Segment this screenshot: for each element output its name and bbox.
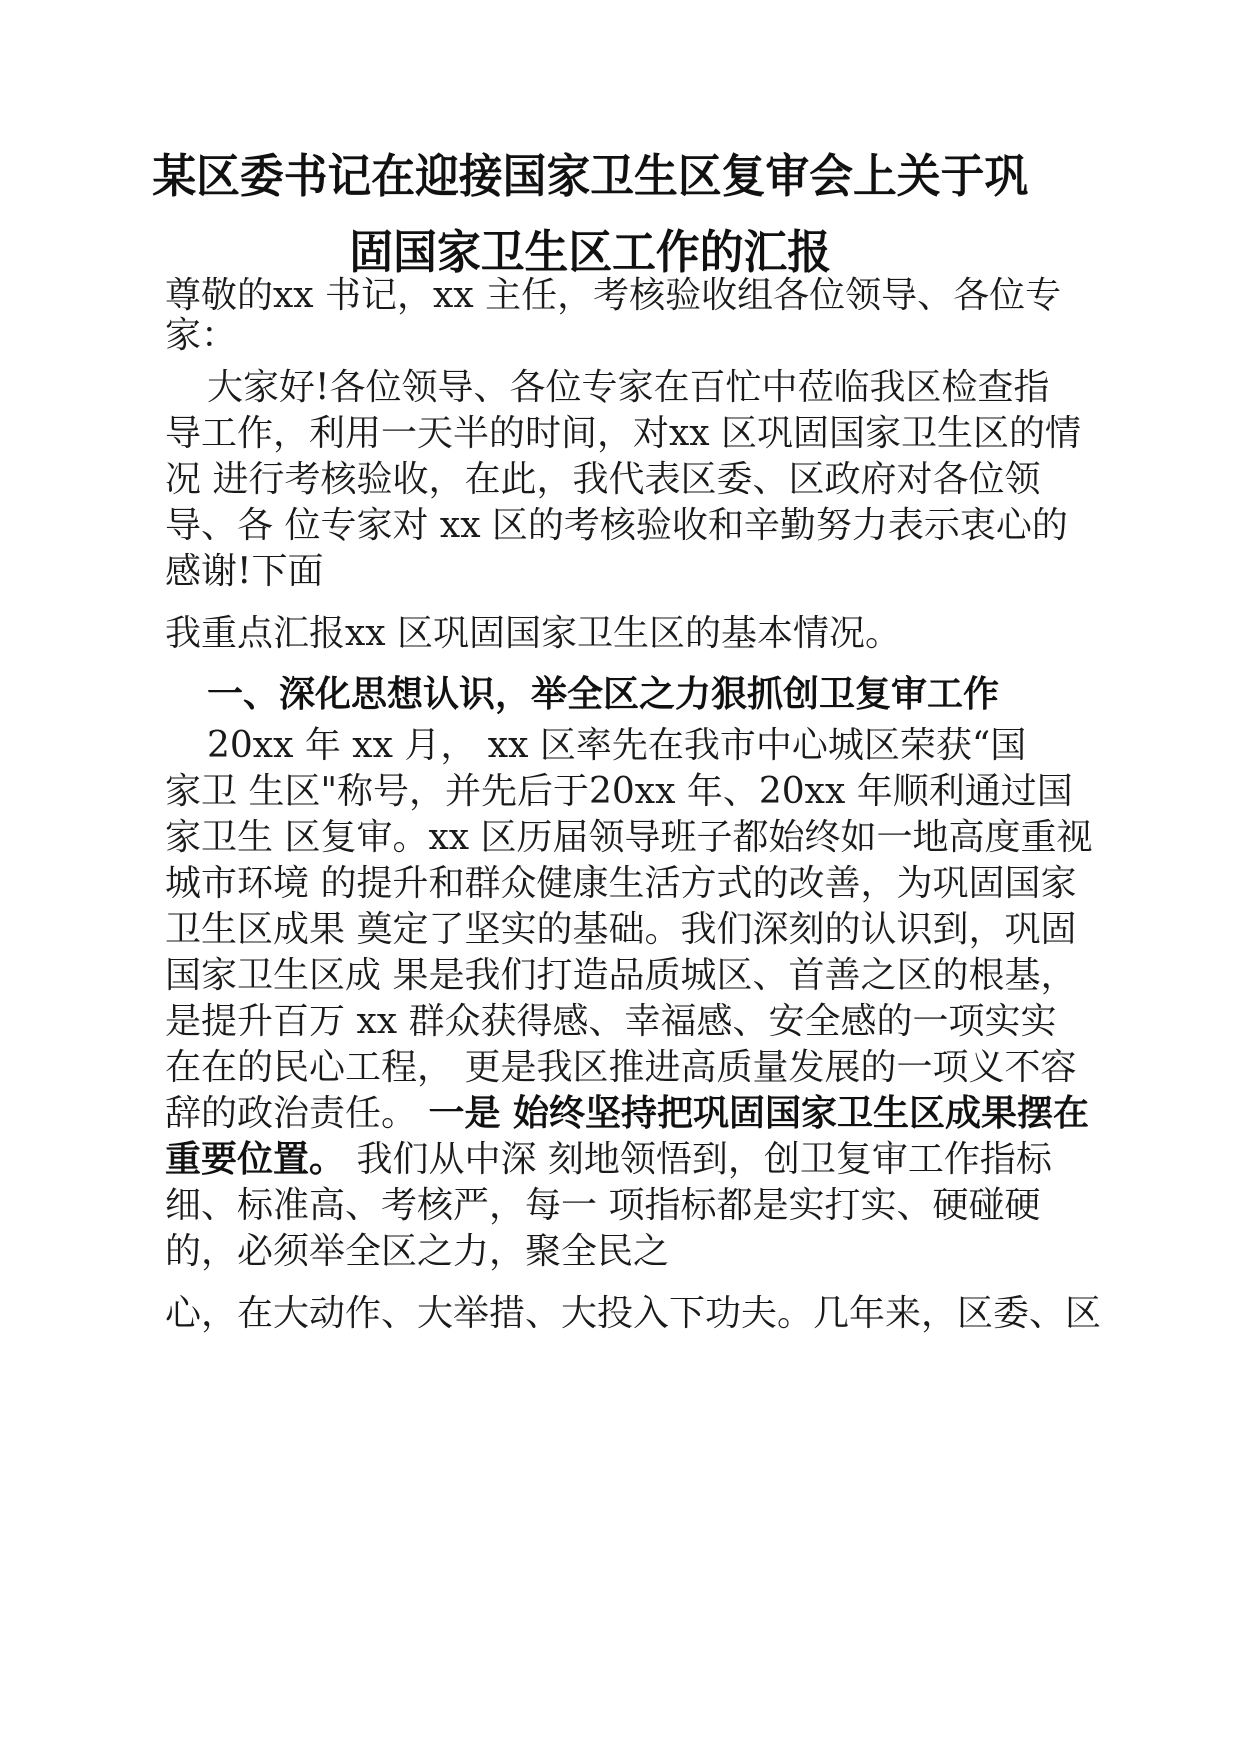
intro-line-4: 导、各 位专家对 xx 区的考核验收和辛勤努力表示衷心的 (165, 505, 1068, 546)
section1-line-6: 国家卫生区成 果是我们打造品质城区、首善之区的根基， (165, 955, 1077, 996)
section1-line-12: 的，必须举全区之力，聚全民之 (165, 1231, 670, 1272)
intro-line-6: 我重点汇报xx 区巩固国家卫生区的基本情况。 (165, 613, 902, 654)
document-title-line-2: 固国家卫生区工作的汇报 (349, 225, 832, 279)
section1-line-10 (165, 1139, 1052, 1180)
section1-line-2: 家卫 生区"称号，并先后于20xx 年、20xx 年顺利通过国 (165, 771, 1073, 812)
document-title-line-1: 某区委书记在迎接国家卫生区复审会上关于巩 (152, 149, 1029, 203)
intro-line-3: 况 进行考核验收，在此，我代表区委、区政府对各位领 (165, 459, 1041, 500)
section1-line-1: 20xx 年 xx 月， xx 区率先在我市中心城区荣获“国 (207, 725, 1027, 766)
section1-line-9-text: 辞的政治责任。 (165, 1093, 429, 1134)
section1-line-5: 卫生区成果 奠定了坚实的基础。我们深刻的认识到，巩固 (165, 909, 1077, 950)
section1-line-13: 心，在大动作、大举措、大投入下功夫。几年来，区委、区 (165, 1293, 1102, 1334)
section1-line-3: 家卫生 区复审。xx 区历届领导班子都始终如一地高度重视 (165, 817, 1093, 858)
intro-line-5: 感谢!下面 (165, 551, 324, 592)
section-heading-1: 一、深化思想认识，举全区之力狠抓创卫复审工作 (207, 674, 1000, 715)
section1-line-7: 是提升百万 xx 群众获得感、幸福感、安全感的一项实实 (165, 1001, 1057, 1042)
section1-line-4: 城市环境 的提升和群众健康生活方式的改善，为巩固国家 (165, 863, 1077, 904)
bold-point-one-part-2: 重要位置。 (165, 1139, 346, 1180)
section1-line-11: 细、标准高、考核严，每一 项指标都是实打实、硬碰硬 (165, 1185, 1041, 1226)
section1-line-9 (165, 1093, 1089, 1134)
intro-line-1: 大家好!各位领导、各位专家在百忙中莅临我区检查指 (207, 367, 1050, 408)
section1-line-8: 在在的民心工程， 更是我区推进高质量发展的一项义不容 (165, 1047, 1077, 1088)
salutation-line-2: 家： (165, 315, 238, 356)
salutation-line-1: 尊敬的xx 书记，xx 主任，考核验收组各位领导、各位专 (165, 275, 1062, 316)
section1-line-10-text: 我们从中深 刻地领悟到，创卫复审工作指标 (345, 1139, 1052, 1180)
intro-line-2: 导工作，利用一天半的时间，对xx 区巩固国家卫生区的情 (165, 413, 1082, 454)
bold-point-one-part-1: 一是 始终坚持把巩固国家卫生区成果摆在 (428, 1093, 1089, 1134)
